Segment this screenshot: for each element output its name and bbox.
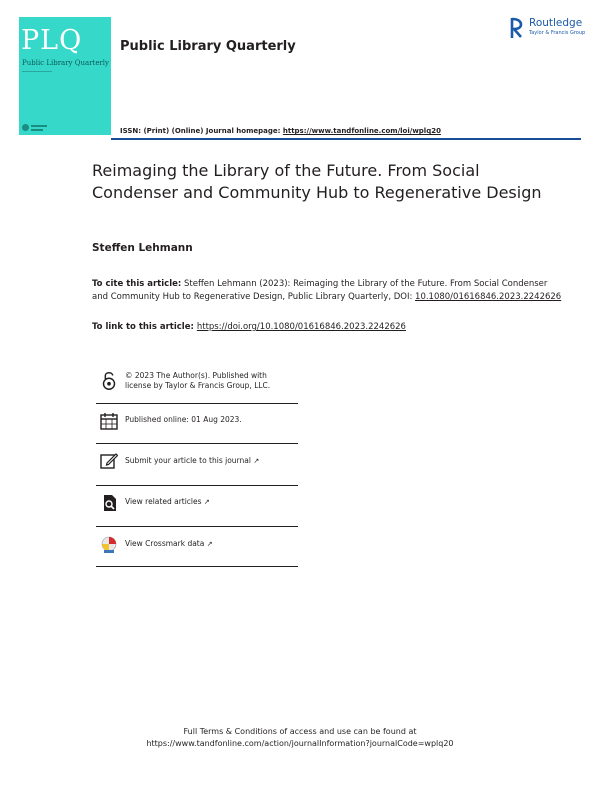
cover-title: Public Library Quarterly xyxy=(22,59,109,67)
journal-homepage-link[interactable]: https://www.tandfonline.com/loi/wplq20 xyxy=(282,127,441,135)
related-articles-icon xyxy=(100,494,118,512)
cover-abbrev: PLQ xyxy=(21,25,83,56)
external-link-icon: ↗ xyxy=(253,457,260,465)
open-access-text: © 2023 The Author(s). Published with license by Taylor & Francis Group, LLC. xyxy=(125,371,271,390)
citation-block xyxy=(92,278,562,304)
issn-line xyxy=(120,127,441,135)
publisher-tagline: Taylor & Francis Group xyxy=(529,30,586,36)
publisher-name: Routledge xyxy=(529,17,583,29)
divider xyxy=(96,443,298,444)
cover-decor-line xyxy=(22,71,52,72)
crossmark-link[interactable]: View Crossmark data ↗ xyxy=(125,539,213,548)
published-date-row xyxy=(96,406,298,446)
cite-doi-link[interactable]: 10.1080/01616846.2023.2242626 xyxy=(415,292,562,302)
crossmark-row[interactable] xyxy=(96,530,298,570)
divider xyxy=(96,566,298,567)
calendar-icon xyxy=(100,412,118,430)
related-articles-row[interactable] xyxy=(96,488,298,528)
crossmark-icon xyxy=(100,536,118,554)
footer-terms-link[interactable]: https://www.tandfonline.com/action/journalInformation?journalCode=wplq20 xyxy=(146,739,454,748)
external-link-icon: ↗ xyxy=(203,498,210,506)
article-doi-link[interactable]: https://doi.org/10.1080/01616846.2023.2242626 xyxy=(196,322,406,332)
cite-text: Steffen Lehmann (2023): Reimaging the Library of the Future. From Social Condenser and Community Hub to Regenerative Design, Public Library Quarterly, DOI: xyxy=(92,279,548,302)
journal-cover-image xyxy=(19,17,111,135)
submit-article-row[interactable] xyxy=(96,446,298,486)
external-link-icon: ↗ xyxy=(206,540,213,548)
article-author: Steffen Lehmann xyxy=(92,242,193,254)
published-date-text: Published online: 01 Aug 2023. xyxy=(125,415,242,424)
submit-article-icon xyxy=(100,452,118,470)
link-label: To link to this article: xyxy=(92,322,197,332)
submit-article-link[interactable]: Submit your article to this journal ↗ xyxy=(125,456,260,465)
divider xyxy=(96,485,298,486)
open-access-icon xyxy=(100,370,118,392)
cover-publisher-text-2 xyxy=(31,129,43,131)
article-title: Reimaging the Library of the Future. From Social Condenser and Community Hub to Regenerative Design xyxy=(92,161,542,202)
publisher-logo xyxy=(510,17,590,39)
related-articles-link[interactable]: View related articles ↗ xyxy=(125,497,210,506)
article-link-line xyxy=(92,322,406,332)
footer xyxy=(0,726,600,750)
routledge-logo-icon xyxy=(510,17,524,39)
issn-prefix: ISSN: (Print) (Online) Journal homepage: xyxy=(120,127,283,135)
cover-publisher-mark xyxy=(22,124,29,131)
cite-label: To cite this article: xyxy=(92,279,182,289)
divider xyxy=(96,526,298,527)
divider xyxy=(96,403,298,404)
header-rule xyxy=(111,138,581,140)
open-access-row xyxy=(96,364,298,404)
cover-publisher-text xyxy=(31,125,47,127)
footer-terms-text: Full Terms & Conditions of access and use can be found at xyxy=(183,727,417,736)
journal-name: Public Library Quarterly xyxy=(120,39,296,54)
